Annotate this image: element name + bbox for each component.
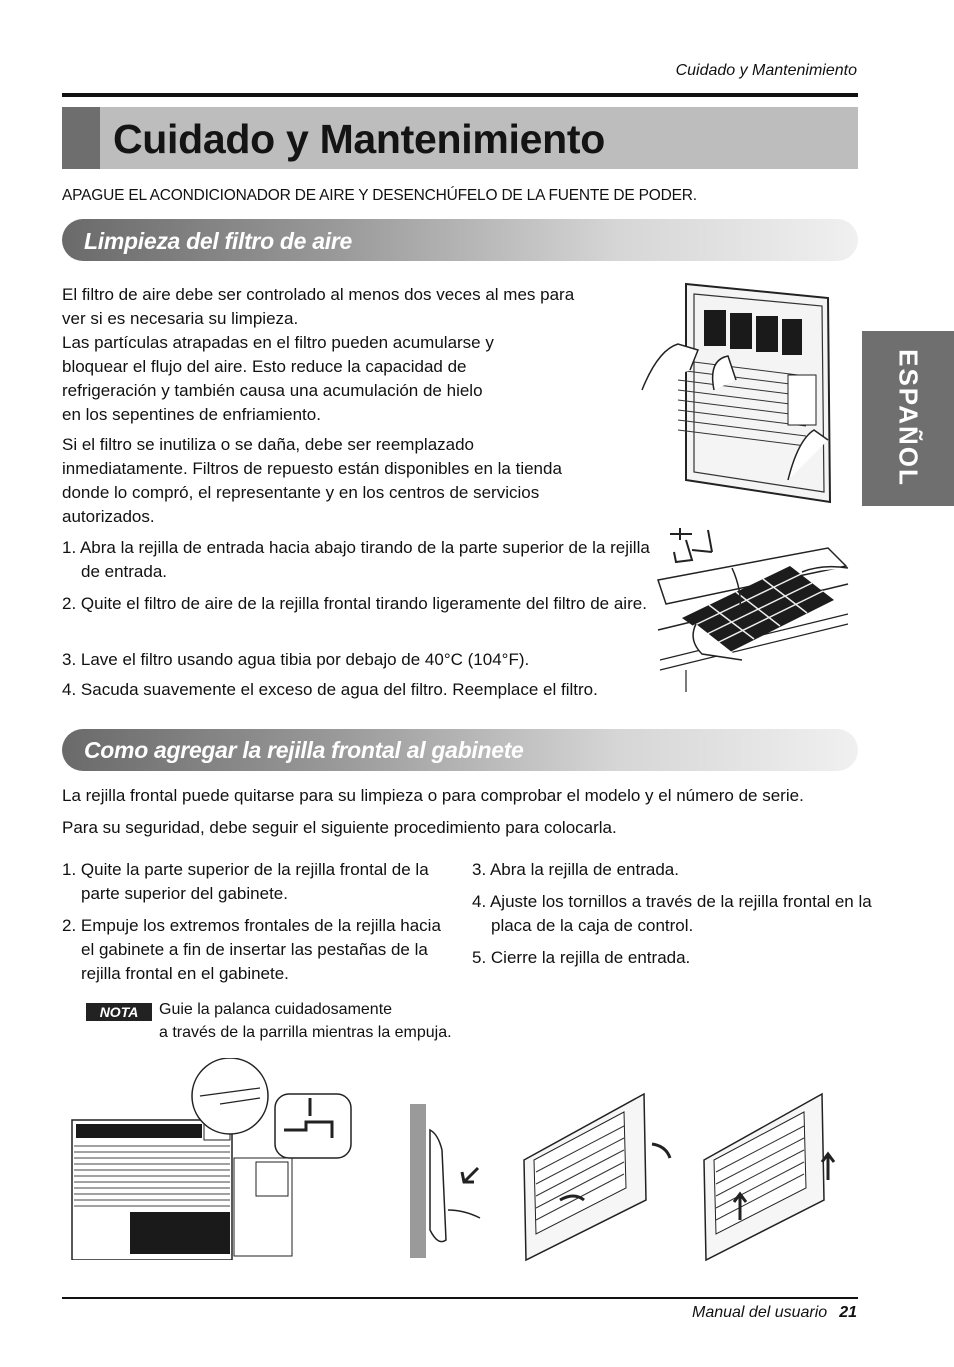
grille-intro-1: La rejilla frontal puede quitarse para su limpieza o para comprobar el modelo y el número de serie. [62,786,804,805]
text-line: en los sepentines de enfriamiento. [62,405,321,424]
language-tab [862,331,954,506]
text-line: refrigeración y también causa una acumulación de hielo [62,381,483,400]
section-title-grille: Como agregar la rejilla frontal al gabinete [84,737,524,763]
grille-step-3: 3. Abra la rejilla de entrada. [472,860,679,879]
footer-manual-label: Manual del usuario [692,1304,828,1321]
text-line: autorizados. [62,507,155,526]
language-tab-label: ESPAÑOL [893,349,924,487]
note-text [159,998,452,1044]
warning-text: APAGUE EL ACONDICIONADOR DE AIRE Y DESENCHÚFELO DE LA FUENTE DE PODER. [62,187,697,204]
text-line: bloquear el flujo del aire. Esto reduce la capacidad de [62,357,467,376]
text-line: a través de la parrilla mientras la empuja. [159,1024,452,1041]
filter-removal-illustration [638,280,838,510]
text-line: Si el filtro se inutiliza o se daña, debe ser reemplazado [62,435,475,454]
text-line: Las partículas atrapadas en el filtro pueden acumularse y [62,333,494,352]
page-title: Cuidado y Mantenimiento [113,116,605,162]
grille-step-2: 2. Empuje los extremos frontales de la rejilla hacia el gabinete a fin de insertar las pestañas de la rejilla frontal en el gabinete. [62,916,441,983]
grille-open-illustration-2 [700,1090,840,1262]
filter-step-1: 1. Abra la rejilla de entrada hacia abajo tirando de la parte superior de la rejilla de entrada. [62,538,650,581]
note-badge: NOTA [86,1003,152,1021]
bottom-rule [62,1297,858,1299]
section-title-filter: Limpieza del filtro de aire [84,228,352,254]
text-line: inmediatamente. Filtros de repuesto están disponibles en la tienda [62,459,562,478]
top-rule [62,93,858,97]
filter-washing-illustration [652,520,852,695]
grille-step-5: 5. Cierre la rejilla de entrada. [472,948,691,967]
grille-attachment-illustration [70,1058,360,1260]
filter-step-3: 3. Lave el filtro usando agua tibia por debajo de 40°C (104°F). [62,650,530,669]
text-line: El filtro de aire debe ser controlado al menos dos veces al mes para [62,285,575,304]
grille-open-illustration-1 [520,1090,680,1262]
text-line: donde lo compró, el representante y en los centros de servicios [62,483,540,502]
text-line: Guie la palanca cuidadosamente [159,1001,393,1018]
grille-step-4: 4. Ajuste los tornillos a través de la rejilla frontal en la placa de la caja de control. [472,892,872,935]
footer [692,1304,857,1322]
grille-side-view-illustration [408,1090,488,1260]
grille-intro-2: Para su seguridad, debe seguir el siguiente procedimiento para colocarla. [62,818,617,837]
text-line: ver si es necesaria su limpieza. [62,309,299,328]
filter-step-4: 4. Sacuda suavemente el exceso de agua del filtro. Reemplace el filtro. [62,680,598,699]
filter-paragraph-1 [62,283,642,427]
grille-step-1: 1. Quite la parte superior de la rejilla frontal de la parte superior del gabinete. [62,860,429,903]
filter-step-2: 2. Quite el filtro de aire de la rejilla frontal tirando ligeramente del filtro de aire. [62,594,647,613]
running-header: Cuidado y Mantenimiento [675,62,857,79]
page-number: 21 [839,1304,857,1321]
title-accent-block [62,107,100,169]
filter-paragraph-2 [62,433,642,529]
